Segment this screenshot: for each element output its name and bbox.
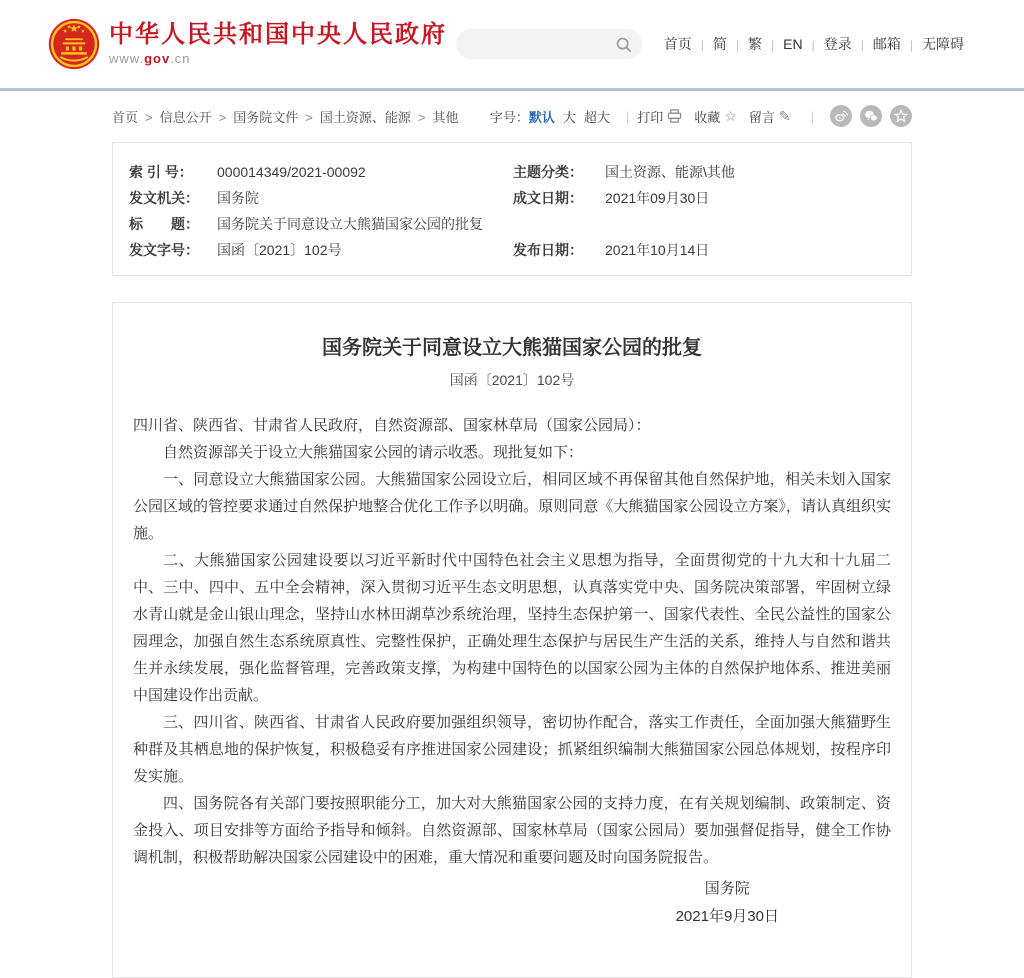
national-emblem-icon [48, 18, 100, 70]
paragraph-item-2: 二、大熊猫国家公园建设要以习近平新时代中国特色社会主义思想为指导，全面贯彻党的十九大和十九届二中、三中、四中、五中全会精神，深入贯彻习近平生态文明思想，认真落实党中央、国务院决策部署，牢固树立绿水青山就是金山银山理念，坚持山水林田湖草沙系统治理，坚持生态保护第一、国家代表性、全民公益性的国家公园理念，加强自然生态系统原真性、完整性保护，正确处理生态保护与居民生产生活的关系，维持人与自然和谐共生并永续发展，强化监督管理，完善政策支撑，为构建中国特色的以国家公园为主体的自然保护地体系、推进美丽中国建设作出贡献。 [133, 552, 891, 704]
font-size-label: 字号： [489, 109, 529, 125]
share-weibo-button[interactable] [830, 105, 852, 127]
meta-publish-date-label: 发布日期： [513, 242, 583, 258]
nav-mail[interactable]: 邮箱 | [873, 34, 922, 54]
breadcrumb-home[interactable]: 首页 [112, 109, 139, 125]
document-content-box [112, 302, 912, 978]
meta-doc-number-label: 发文字号： [129, 242, 199, 258]
meta-publish-date-value: 2021年10月14日 [605, 242, 710, 258]
meta-issuer-value: 国务院 [217, 190, 259, 206]
meta-title-label: 标 题： [129, 216, 199, 232]
breadcrumb-state-council-docs[interactable]: > 国务院文件 [212, 107, 299, 126]
site-url: www.gov.cn [109, 51, 191, 66]
paragraph-item-3: 三、四川省、陕西省、甘肃省人民政府要加强组织领导，密切协作配合，落实工作责任，全面加强大熊猫野生种群及其栖息地的保护恢复，积极稳妥有序推进国家公园建设；抓紧组织编制大熊猫国家公园总体规划，按程序印发实施。 [133, 714, 891, 785]
signature-date: 2021年9月30日 [675, 908, 779, 925]
meta-category-value: 国土资源、能源\其他 [605, 164, 735, 180]
favorite-button[interactable]: 收藏 ☆ [694, 107, 737, 125]
meta-empty-value [605, 211, 895, 237]
paragraph-intro: 自然资源部关于设立大熊猫国家公园的请示收悉。现批复如下： [163, 444, 584, 461]
breadcrumb-info-disclosure[interactable]: > 信息公开 [138, 107, 212, 126]
meta-category-label: 主题分类： [513, 164, 583, 180]
printer-icon [667, 109, 682, 123]
comment-button[interactable]: 留言 ✎ [748, 107, 791, 125]
site-title: 中华人民共和国中央人民政府 [109, 21, 447, 48]
weibo-icon [834, 109, 848, 123]
share-favorite-button[interactable] [890, 105, 912, 127]
document-body [133, 412, 891, 871]
breadcrumb-land-energy[interactable]: > 国土资源、能源 [298, 107, 411, 126]
page-toolbar [490, 105, 912, 127]
document-number: 国函〔2021〕102号 [449, 372, 575, 388]
share-wechat-button[interactable] [860, 105, 882, 127]
meta-doc-number-value: 国函〔2021〕102号 [217, 242, 342, 258]
star-icon [894, 109, 908, 123]
wechat-icon [864, 109, 878, 123]
toolbar-divider: | [810, 108, 814, 124]
nav-login[interactable]: 登录 | [824, 34, 873, 54]
document-title: 国务院关于同意设立大熊猫国家公园的批复 [322, 337, 702, 359]
breadcrumb [112, 107, 458, 126]
document-meta-box [112, 142, 912, 276]
pencil-icon: ✎ [778, 107, 791, 124]
nav-accessibility[interactable]: 无障碍 [922, 36, 964, 52]
meta-written-date-label: 成文日期： [513, 190, 583, 206]
meta-title-value: 国务院关于同意设立大熊猫国家公园的批复 [217, 216, 483, 232]
site-logo[interactable] [48, 18, 447, 70]
print-button[interactable]: 打印 [637, 107, 682, 126]
meta-written-date-value: 2021年09月30日 [605, 190, 710, 206]
font-size-large-button[interactable]: 大 [562, 109, 576, 125]
search-bar [456, 29, 642, 59]
paragraph-item-1: 一、同意设立大熊猫国家公园。大熊猫国家公园设立后，相同区域不再保留其他自然保护地，相关未划入国家公园区域的管控要求通过自然保护地整合优化工作予以明确。原则同意《大熊猫国家公园设立方案》，请认真组织实施。 [133, 471, 891, 542]
nav-simplified[interactable]: 简 | [713, 34, 748, 54]
breadcrumb-toolbar-row [112, 105, 912, 127]
toolbar-divider: | [625, 108, 630, 124]
salutation: 四川省、陕西省、甘肃省人民政府，自然资源部、国家林草局（国家公园局）： [133, 417, 651, 434]
nav-english[interactable]: EN | [783, 36, 824, 52]
meta-issuer-label: 发文机关： [129, 190, 199, 206]
nav-home[interactable]: 首页 | [664, 34, 713, 54]
search-icon[interactable] [615, 36, 632, 53]
star-outline-icon: ☆ [724, 107, 737, 124]
meta-index-label: 索 引 号： [129, 164, 193, 180]
signature-block [133, 875, 891, 931]
nav-traditional[interactable]: 繁 | [748, 34, 783, 54]
font-size-xlarge-button[interactable]: 超大 [583, 109, 610, 125]
meta-empty-label [513, 211, 605, 237]
header-nav [664, 34, 964, 54]
site-header [0, 0, 1024, 91]
paragraph-item-4: 四、国务院各有关部门要按照职能分工，加大对大熊猫国家公园的支持力度，在有关规划编制、政策制定、资金投入、项目安排等方面给予指导和倾斜。自然资源部、国家林草局（国家公园局）要加强督促指导，健全工作协调机制，积极帮助解决国家公园建设中的困难，重大情况和重要问题及时向国务院报告。 [133, 795, 891, 866]
signature-issuer: 国务院 [704, 880, 750, 897]
breadcrumb-other[interactable]: > 其他 [411, 107, 459, 126]
meta-index-value: 000014349/2021-00092 [217, 164, 366, 180]
font-size-default-button[interactable]: 默认 [528, 109, 555, 125]
search-input[interactable] [470, 29, 615, 59]
